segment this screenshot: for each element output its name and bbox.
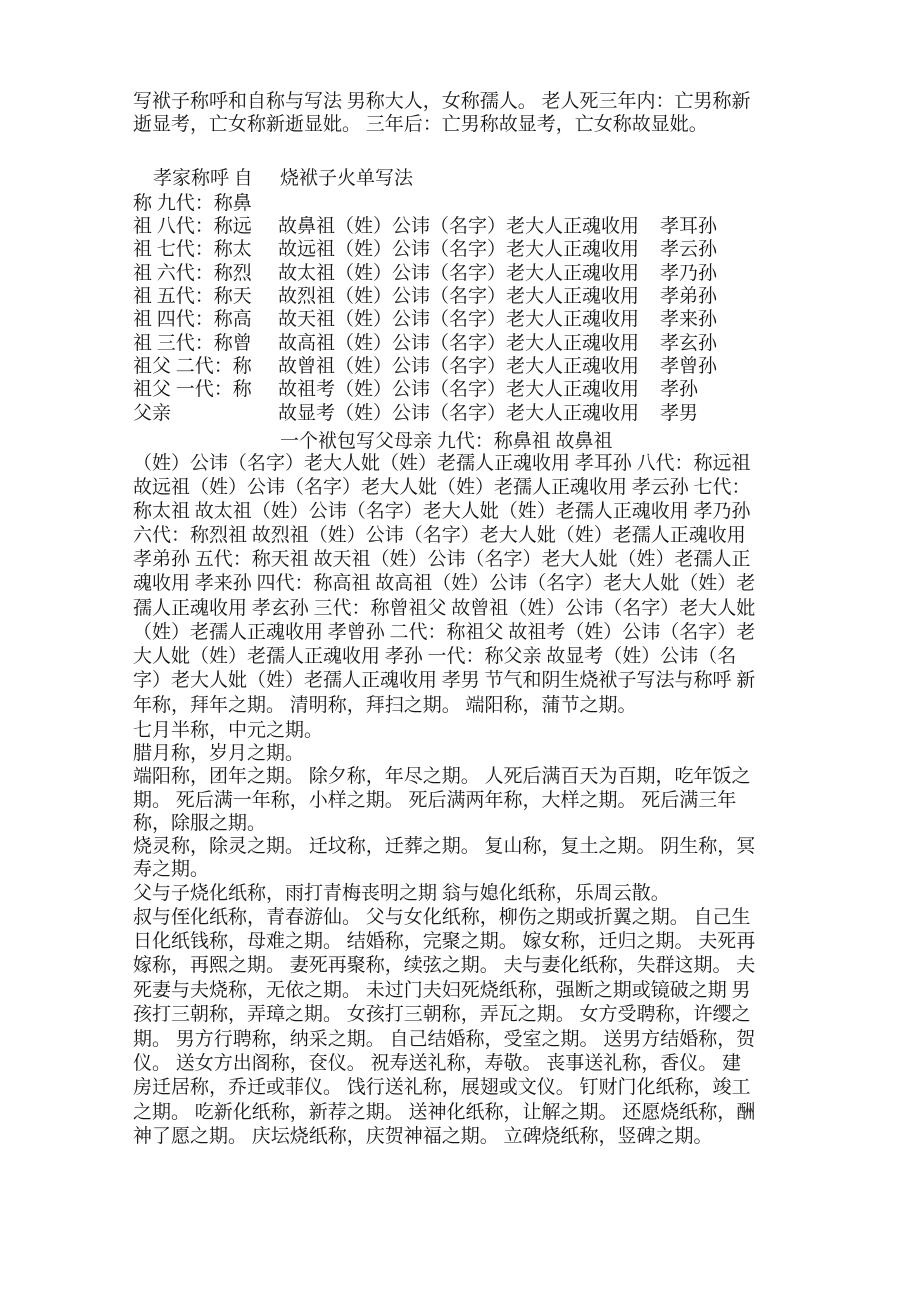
body-line: 孩打三朝称，弄璋之期。 女孩打三朝称，弄瓦之期。 女方受聘称，许缨之 xyxy=(133,1004,751,1025)
kinship-col-generation: 祖父 二代：称 xyxy=(133,356,252,377)
body-line: 字）老大人妣（姓）老孺人正魂收用 孝男 节气和阴生烧袱子写法与称呼 新 xyxy=(133,670,756,691)
kinship-col-signature: 孝弟孙 xyxy=(660,286,718,307)
kinship-row xyxy=(133,215,833,238)
body-line: 日化纸钱称，母难之期。 结婚称，完聚之期。 嫁女称，迁归之期。 夫死再 xyxy=(133,931,756,952)
kinship-row xyxy=(133,262,833,285)
kinship-col-generation: 祖 四代：称高 xyxy=(133,309,252,330)
kinship-col-signature: 孝来孙 xyxy=(660,309,718,330)
kinship-col-signature: 孝乃孙 xyxy=(660,263,718,284)
kinship-row xyxy=(133,238,833,261)
kinship-col-generation: 父亲 xyxy=(133,403,172,424)
kinship-col-signature: 孝耳孙 xyxy=(660,216,718,237)
body-line: 端阳称，团年之期。 除夕称，年尽之期。 人死后满百天为百期，吃年饭之 xyxy=(133,766,751,787)
kinship-col-generation: 祖 五代：称天 xyxy=(133,286,252,307)
body-line: 寿之期。 xyxy=(133,859,210,880)
kinship-row xyxy=(133,285,833,308)
body-line: 孝弟孙 五代：称天祖 故天祖（姓）公讳（名字）老大人妣（姓）老孺人正 xyxy=(133,549,751,570)
kinship-col-packet-text: 故显考（姓）公讳（名字）老大人正魂收用 xyxy=(278,403,640,424)
kinship-col-packet-text: 故烈祖（姓）公讳（名字）老大人正魂收用 xyxy=(278,286,640,307)
kinship-col-signature: 孝云孙 xyxy=(660,239,718,260)
body-line: 故远祖（姓）公讳（名字）老大人妣（姓）老孺人正魂收用 孝云孙 七代： xyxy=(133,477,751,498)
table-header-row xyxy=(133,167,833,190)
intro-line: 写袱子称呼和自称与写法 男称大人，女称孺人。 老人死三年内：亡男称新 xyxy=(133,91,751,112)
body-line: 叔与侄化纸称，青春游仙。 父与女化纸称，柳伤之期或折翼之期。 自己生 xyxy=(133,907,751,928)
kinship-row xyxy=(133,192,833,215)
body-line: 大人妣（姓）老孺人正魂收用 孝孙 一代：称父亲 故显考（姓）公讳（名 xyxy=(133,646,737,667)
body-line: （姓）老孺人正魂收用 孝曾孙 二代：称祖父 故祖考（姓）公讳（名字）老 xyxy=(133,622,756,643)
table-header-packet-title: 烧袱子火单写法 xyxy=(280,168,414,189)
packet-note-line: 一个袱包写父母亲 九代：称鼻祖 故鼻祖 xyxy=(280,431,613,452)
kinship-col-packet-text: 故天祖（姓）公讳（名字）老大人正魂收用 xyxy=(278,309,640,330)
kinship-col-packet-text: 故曾祖（姓）公讳（名字）老大人正魂收用 xyxy=(278,356,640,377)
body-line: 仪。 送女方出阁称，奁仪。 祝寿送礼称，寿敬。 丧事送礼称，香仪。 建 xyxy=(133,1053,742,1074)
kinship-col-packet-text: 故高祖（姓）公讳（名字）老大人正魂收用 xyxy=(278,333,640,354)
body-line: 父与子烧化纸称，雨打青梅丧明之期 翁与媳化纸称，乐周云散。 xyxy=(133,883,670,904)
kinship-col-generation: 祖 三代：称曾 xyxy=(133,333,252,354)
kinship-col-generation: 祖 八代：称远 xyxy=(133,216,252,237)
kinship-col-packet-text: 故祖考（姓）公讳（名字）老大人正魂收用 xyxy=(278,379,640,400)
body-line: 七月半称，中元之期。 xyxy=(133,720,324,741)
body-line: 称，除服之期。 xyxy=(133,813,267,834)
body-line: （姓）公讳（名字）老大人妣（姓）老孺人正魂收用 孝耳孙 八代：称远祖 xyxy=(133,453,751,474)
body-line: 称太祖 故太祖（姓）公讳（名字）老大人妣（姓）老孺人正魂收用 孝乃孙 xyxy=(133,501,751,522)
kinship-col-signature: 孝男 xyxy=(660,403,699,424)
kinship-col-generation: 称 九代：称鼻 xyxy=(133,193,252,214)
body-line: 腊月称，岁月之期。 xyxy=(133,743,305,764)
body-line: 期。 死后满一年称，小样之期。 死后满两年称，大样之期。 死后满三年 xyxy=(133,790,737,811)
kinship-col-packet-text: 故远祖（姓）公讳（名字）老大人正魂收用 xyxy=(278,239,640,260)
kinship-col-packet-text: 故鼻祖（姓）公讳（名字）老大人正魂收用 xyxy=(278,216,640,237)
body-line: 年称，拜年之期。 清明称，拜扫之期。 端阳称，蒲节之期。 xyxy=(133,695,637,716)
kinship-col-packet-text: 故太祖（姓）公讳（名字）老大人正魂收用 xyxy=(278,263,640,284)
kinship-row xyxy=(133,402,833,425)
body-line: 嫁称，再熙之期。 妻死再聚称，续弦之期。 夫与妻化纸称，失群这期。 夫 xyxy=(133,955,756,976)
body-line: 房迁居称，乔迁或菲仪。 饯行送礼称，展翅或文仪。 钉财门化纸称，竣工 xyxy=(133,1077,751,1098)
body-line: 之期。 吃新化纸称，新荐之期。 送神化纸称，让解之期。 还愿烧纸称，酬 xyxy=(133,1102,756,1123)
intro-line: 逝显考，亡女称新逝显妣。 三年后：亡男称故显考，亡女称故显妣。 xyxy=(133,114,708,135)
kinship-col-generation: 祖 六代：称烈 xyxy=(133,263,252,284)
kinship-row xyxy=(133,308,833,331)
kinship-row xyxy=(133,355,833,378)
kinship-row xyxy=(133,378,833,401)
body-line: 六代：称烈祖 故烈祖（姓）公讳（名字）老大人妣（姓）老孺人正魂收用 xyxy=(133,525,746,546)
body-line: 死妻与夫烧称，无依之期。 未过门夫妇死烧纸称，强断之期或镜破之期 男 xyxy=(133,980,751,1001)
kinship-row xyxy=(133,332,833,355)
kinship-col-signature: 孝孙 xyxy=(660,379,699,400)
body-line: 期。 男方行聘称，纳采之期。 自己结婚称，受室之期。 送男方结婚称，贺 xyxy=(133,1029,756,1050)
body-line: 孺人正魂收用 孝玄孙 三代：称曾祖父 故曾祖（姓）公讳（名字）老大人妣 xyxy=(133,598,756,619)
table-header-family-title: 孝家称呼 自 xyxy=(153,168,253,189)
kinship-col-signature: 孝玄孙 xyxy=(660,333,718,354)
kinship-col-generation: 祖 七代：称太 xyxy=(133,239,252,260)
kinship-col-generation: 祖父 一代：称 xyxy=(133,379,252,400)
kinship-col-signature: 孝曾孙 xyxy=(660,356,718,377)
body-line: 烧灵称，除灵之期。 迁坟称，迁葬之期。 复山称，复土之期。 阴生称，冥 xyxy=(133,836,756,857)
body-line: 神了愿之期。 庆坛烧纸称，庆贺神福之期。 立碑烧纸称，竖碑之期。 xyxy=(133,1126,713,1147)
body-line: 魂收用 孝来孙 四代：称高祖 故高祖（姓）公讳（名字）老大人妣（姓）老 xyxy=(133,573,756,594)
